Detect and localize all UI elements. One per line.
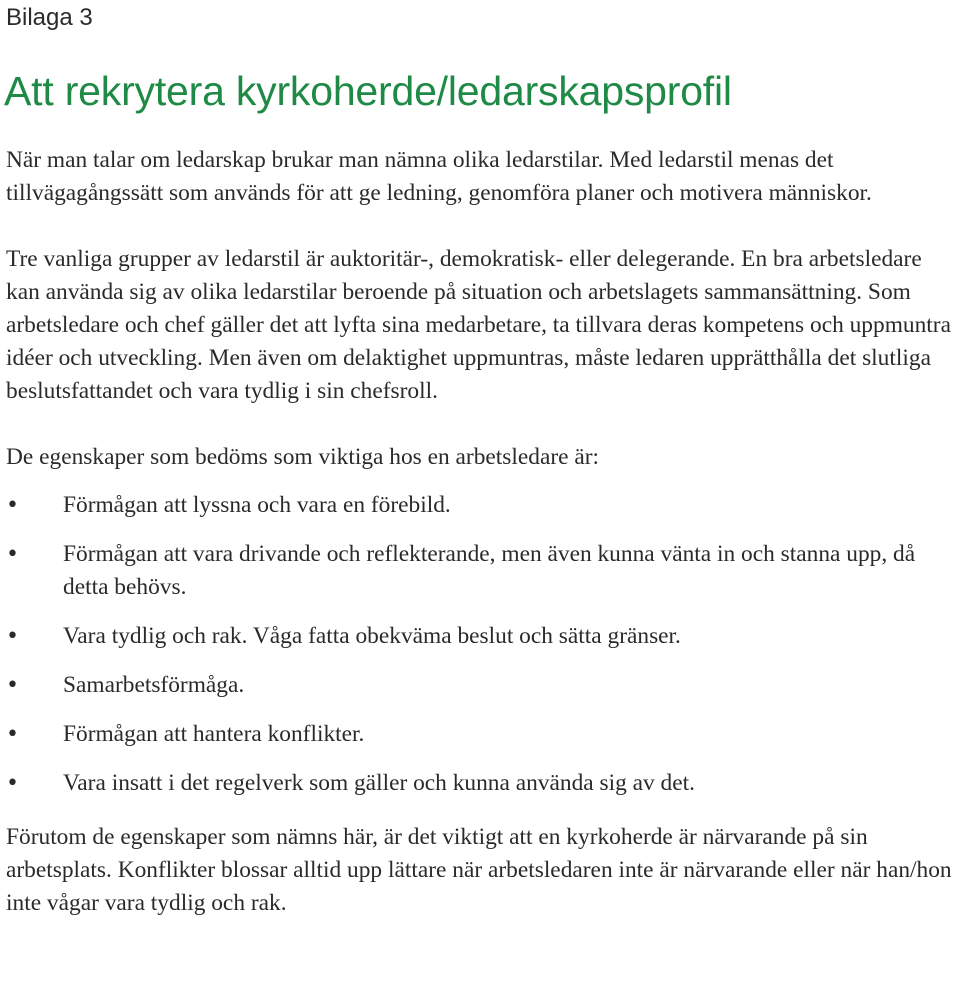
- list-item: [6, 767, 954, 800]
- trait-text: Förmågan att lyssna och vara en förebild.: [63, 492, 451, 518]
- bullet-icon: •: [6, 542, 19, 567]
- bullet-icon: •: [6, 722, 19, 747]
- list-item: [6, 669, 954, 702]
- bullet-icon: •: [6, 493, 19, 518]
- trait-text: Förmågan att vara drivande och reflekterande, men även kunna vänta in och stanna upp, då detta behövs.: [63, 541, 916, 600]
- traits-intro: De egenskaper som bedöms som viktiga hos en arbetsledare är:: [6, 444, 600, 470]
- leadership-styles-paragraph: Tre vanliga grupper av ledarstil är auktoritär-, demokratisk- eller delegerande. En bra arbetsledare kan använda sig av olika ledarstilar beroende på situation och arbetslagets sammansättning. Som arbetsledare och chef gäller det att lyfta sina medarbetare, ta tillvara deras kompetens och uppmuntra idéer och utveckling. Men även om delaktighet uppmuntras, måste ledaren upprätthålla det slutliga beslutsfattandet och vara tydlig i sin chefsroll.: [6, 246, 951, 404]
- trait-text: Samarbetsförmåga.: [63, 672, 245, 698]
- intro-paragraph: När man talar om ledarskap brukar man nämna olika ledarstilar. Med ledarstil menas det tillvägagångssätt som används för att ge ledning, genomföra planer och motivera människor.: [6, 147, 872, 206]
- list-item: [6, 489, 954, 522]
- document-title: Att rekrytera kyrkoherde/ledarskapsprofil: [4, 68, 732, 114]
- appendix-label: Bilaga 3: [6, 4, 93, 31]
- list-item: [6, 538, 954, 604]
- trait-text: Vara insatt i det regelverk som gäller och kunna använda sig av det.: [63, 770, 695, 796]
- document-page: [6, 0, 954, 920]
- list-item: [6, 620, 954, 653]
- trait-text: Vara tydlig och rak. Våga fatta obekväma beslut och sätta gränser.: [63, 623, 681, 649]
- list-item: [6, 718, 954, 751]
- bullet-icon: •: [6, 673, 19, 698]
- bullet-icon: •: [6, 771, 19, 796]
- traits-list: [6, 489, 954, 800]
- bullet-icon: •: [6, 624, 19, 649]
- closing-paragraph: Förutom de egenskaper som nämns här, är det viktigt att en kyrkoherde är närvarande på sin arbetsplats. Konflikter blossar alltid upp lättare när arbetsledaren inte är närvarande eller när han/hon inte vågar vara tydlig och rak.: [6, 824, 952, 916]
- trait-text: Förmågan att hantera konflikter.: [63, 721, 365, 747]
